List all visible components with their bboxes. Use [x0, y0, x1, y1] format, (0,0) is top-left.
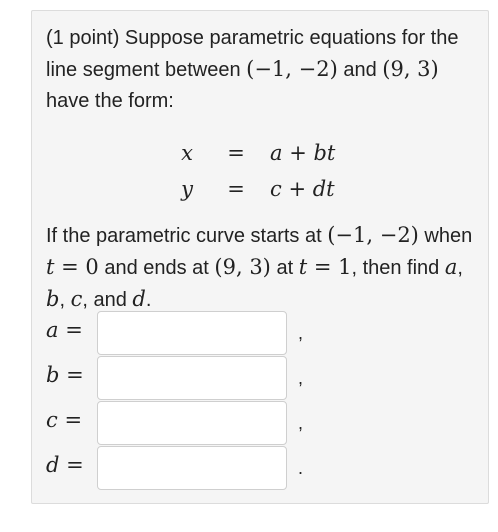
answer-label-b: b = — [46, 363, 84, 387]
answer-row-a — [46, 311, 346, 355]
answer-input-c[interactable] — [97, 401, 287, 445]
answer-label-c: c = — [46, 408, 83, 432]
equation-y — [172, 171, 335, 207]
equation-equals: = — [227, 177, 245, 201]
answer-input-a[interactable] — [97, 311, 287, 355]
answer-input-d[interactable] — [97, 446, 287, 490]
problem-box — [31, 10, 489, 504]
answer-label-d: d = — [46, 453, 84, 477]
answer-row-b — [46, 356, 346, 400]
equation-equals: = — [227, 141, 245, 165]
answer-label-a: a = — [46, 318, 83, 342]
equation-lhs: y — [181, 177, 193, 201]
point-value: (1 point) — [46, 27, 120, 49]
answer-input-b[interactable] — [97, 356, 287, 400]
answer-punctuation: , — [298, 368, 304, 388]
answer-row-c — [46, 401, 346, 445]
problem-intro: (1 point) Suppose parametric equations for the line segment between (−1, −2) and (9, 3) have the form: — [46, 27, 459, 112]
answer-punctuation: , — [298, 323, 304, 343]
start-point-math: (−1, −2) — [327, 223, 419, 247]
equation-x — [172, 135, 335, 171]
end-point-math: (9, 3) — [214, 255, 271, 279]
answer-row-d — [46, 446, 346, 490]
start-point-math: (−1, −2) — [246, 57, 338, 81]
answer-punctuation: , — [298, 413, 304, 433]
answer-punctuation: . — [298, 458, 304, 478]
parametric-equations — [172, 135, 335, 207]
end-point-math: (9, 3) — [382, 57, 439, 81]
equation-rhs: a + bt — [270, 141, 336, 165]
equation-lhs: x — [181, 141, 193, 165]
equation-rhs: c + dt — [270, 177, 335, 201]
problem-question: If the parametric curve starts at (−1, −2) when t = 0 and ends at (9, 3) at t = 1, then find a, b, c, and d. — [46, 223, 473, 311]
